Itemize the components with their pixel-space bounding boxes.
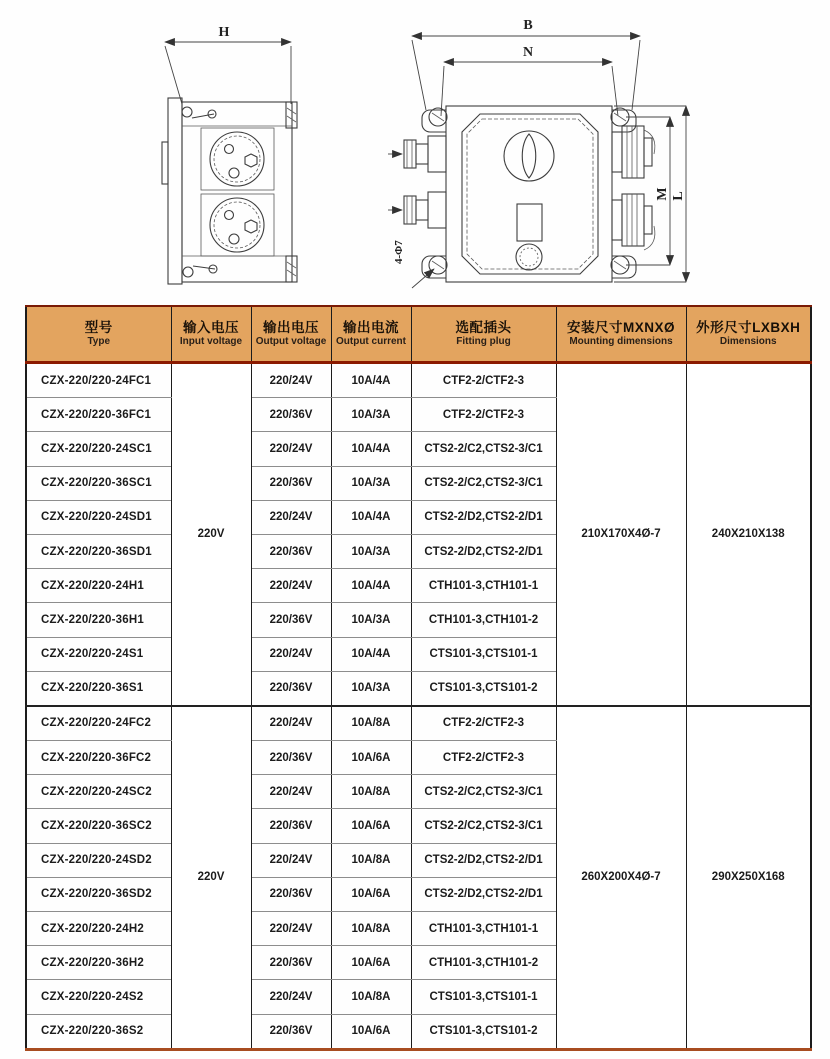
cell-fitting-plug: CTS2-2/C2,CTS2-3/C1 xyxy=(411,775,556,809)
cell-output-voltage: 220/24V xyxy=(251,569,331,603)
col-header-dimensions-en: Dimensions xyxy=(719,336,777,347)
front-view-drawing xyxy=(382,14,702,302)
cell-fitting-plug: CTF2-2/CTF2-3 xyxy=(411,398,556,432)
spec-table xyxy=(25,305,812,1051)
cell-output-voltage: 220/36V xyxy=(251,398,331,432)
cell-output-voltage: 220/24V xyxy=(251,500,331,534)
cell-output-voltage: 220/36V xyxy=(251,741,331,775)
cell-type: CZX-220/220-36H1 xyxy=(26,603,171,637)
cell-type: CZX-220/220-36S2 xyxy=(26,1014,171,1049)
cell-output-current: 10A/4A xyxy=(331,432,411,466)
cell-type: CZX-220/220-36FC2 xyxy=(26,741,171,775)
cell-type: CZX-220/220-36FC1 xyxy=(26,398,171,432)
header-row xyxy=(26,306,811,363)
cell-output-voltage: 220/24V xyxy=(251,637,331,671)
col-header-mounting-zh: 安装尺寸MXNXØ xyxy=(566,320,675,335)
dim-m-label: M xyxy=(655,187,670,201)
col-header-dimensions-zh: 外形尺寸LXBXH xyxy=(696,320,801,335)
cell-output-current: 10A/4A xyxy=(331,500,411,534)
cell-output-current: 10A/4A xyxy=(331,637,411,671)
cell-fitting-plug: CTF2-2/CTF2-3 xyxy=(411,363,556,398)
cell-output-voltage: 220/36V xyxy=(251,809,331,843)
cell-type: CZX-220/220-36SC1 xyxy=(26,466,171,500)
cell-type: CZX-220/220-24FC2 xyxy=(26,706,171,741)
cell-mounting: 210X170X4Ø-7 xyxy=(556,363,686,706)
cell-output-voltage: 220/24V xyxy=(251,363,331,398)
cell-output-voltage: 220/36V xyxy=(251,671,331,706)
col-header-output-voltage xyxy=(251,306,331,363)
col-header-fitting-plug-en: Fitting plug xyxy=(456,336,511,347)
cell-output-voltage: 220/24V xyxy=(251,912,331,946)
cell-type: CZX-220/220-24S2 xyxy=(26,980,171,1014)
cell-input-voltage: 220V xyxy=(171,363,251,706)
cell-type: CZX-220/220-24H2 xyxy=(26,912,171,946)
col-header-output-voltage-en: Output voltage xyxy=(255,336,327,347)
col-header-dimensions xyxy=(686,306,811,363)
cell-type: CZX-220/220-24H1 xyxy=(26,569,171,603)
cell-mounting: 260X200X4Ø-7 xyxy=(556,706,686,1049)
cell-fitting-plug: CTS2-2/D2,CTS2-2/D1 xyxy=(411,534,556,568)
technical-drawings xyxy=(0,0,830,302)
cell-output-current: 10A/8A xyxy=(331,912,411,946)
cell-fitting-plug: CTS2-2/D2,CTS2-2/D1 xyxy=(411,500,556,534)
cell-output-current: 10A/8A xyxy=(331,843,411,877)
col-header-type-zh: 型号 xyxy=(84,320,113,335)
cell-type: CZX-220/220-24SC1 xyxy=(26,432,171,466)
col-header-mounting-en: Mounting dimensions xyxy=(569,336,673,347)
cell-dimensions: 290X250X168 xyxy=(686,706,811,1049)
cell-fitting-plug: CTH101-3,CTH101-2 xyxy=(411,603,556,637)
cell-type: CZX-220/220-36H2 xyxy=(26,946,171,980)
table-row xyxy=(26,706,811,741)
cell-output-current: 10A/6A xyxy=(331,1014,411,1049)
cell-type: CZX-220/220-24SC2 xyxy=(26,775,171,809)
cell-fitting-plug: CTS2-2/D2,CTS2-2/D1 xyxy=(411,877,556,911)
cell-fitting-plug: CTS2-2/C2,CTS2-3/C1 xyxy=(411,432,556,466)
cell-fitting-plug: CTS2-2/C2,CTS2-3/C1 xyxy=(411,809,556,843)
col-header-type-en: Type xyxy=(87,336,111,347)
cell-type: CZX-220/220-36SD2 xyxy=(26,877,171,911)
col-header-type xyxy=(26,306,171,363)
dim-b-label: B xyxy=(523,18,533,33)
cell-fitting-plug: CTS101-3,CTS101-1 xyxy=(411,980,556,1014)
cell-type: CZX-220/220-36SC2 xyxy=(26,809,171,843)
col-header-output-voltage-zh: 输出电压 xyxy=(263,320,319,335)
cell-fitting-plug: CTS2-2/C2,CTS2-3/C1 xyxy=(411,466,556,500)
col-header-input-voltage-en: Input voltage xyxy=(179,336,243,347)
cell-fitting-plug: CTF2-2/CTF2-3 xyxy=(411,706,556,741)
cell-output-current: 10A/6A xyxy=(331,741,411,775)
cell-output-voltage: 220/36V xyxy=(251,877,331,911)
cell-type: CZX-220/220-24FC1 xyxy=(26,363,171,398)
cell-output-voltage: 220/36V xyxy=(251,466,331,500)
cell-output-voltage: 220/36V xyxy=(251,603,331,637)
cell-output-voltage: 220/36V xyxy=(251,946,331,980)
cell-type: CZX-220/220-36SD1 xyxy=(26,534,171,568)
dim-n-label: N xyxy=(522,45,534,60)
cell-output-current: 10A/8A xyxy=(331,706,411,741)
cell-output-voltage: 220/24V xyxy=(251,432,331,466)
cell-fitting-plug: CTS101-3,CTS101-2 xyxy=(411,671,556,706)
cell-dimensions: 240X210X138 xyxy=(686,363,811,706)
cell-output-current: 10A/3A xyxy=(331,398,411,432)
cell-output-voltage: 220/24V xyxy=(251,843,331,877)
table-row xyxy=(26,363,811,398)
cell-output-voltage: 220/24V xyxy=(251,775,331,809)
cell-type: CZX-220/220-24SD2 xyxy=(26,843,171,877)
cell-output-voltage: 220/36V xyxy=(251,1014,331,1049)
col-header-fitting-plug-zh: 选配插头 xyxy=(455,320,512,335)
cell-output-current: 10A/3A xyxy=(331,671,411,706)
cell-fitting-plug: CTH101-3,CTH101-1 xyxy=(411,912,556,946)
spec-table-body xyxy=(26,363,811,1050)
cell-fitting-plug: CTH101-3,CTH101-2 xyxy=(411,946,556,980)
cell-output-current: 10A/4A xyxy=(331,569,411,603)
cell-type: CZX-220/220-36S1 xyxy=(26,671,171,706)
col-header-output-current-en: Output current xyxy=(336,336,406,347)
col-header-output-current-zh: 输出电流 xyxy=(343,320,399,335)
cell-fitting-plug: CTH101-3,CTH101-1 xyxy=(411,569,556,603)
cell-output-current: 10A/4A xyxy=(331,363,411,398)
cell-output-current: 10A/8A xyxy=(331,980,411,1014)
cell-output-current: 10A/3A xyxy=(331,603,411,637)
cell-output-voltage: 220/36V xyxy=(251,534,331,568)
cell-output-current: 10A/3A xyxy=(331,466,411,500)
cell-fitting-plug: CTS101-3,CTS101-1 xyxy=(411,637,556,671)
cell-output-current: 10A/6A xyxy=(331,877,411,911)
cell-fitting-plug: CTS2-2/D2,CTS2-2/D1 xyxy=(411,843,556,877)
side-view-drawing xyxy=(138,22,328,300)
col-header-fitting-plug xyxy=(411,306,556,363)
cell-output-current: 10A/8A xyxy=(331,775,411,809)
col-header-input-voltage xyxy=(171,306,251,363)
cell-type: CZX-220/220-24S1 xyxy=(26,637,171,671)
cell-output-current: 10A/6A xyxy=(331,809,411,843)
cell-output-current: 10A/6A xyxy=(331,946,411,980)
cell-fitting-plug: CTS101-3,CTS101-2 xyxy=(411,1014,556,1049)
col-header-input-voltage-zh: 输入电压 xyxy=(183,320,239,335)
cell-output-voltage: 220/24V xyxy=(251,706,331,741)
cell-type: CZX-220/220-24SD1 xyxy=(26,500,171,534)
col-header-mounting xyxy=(556,306,686,363)
col-header-output-current xyxy=(331,306,411,363)
cell-output-voltage: 220/24V xyxy=(251,980,331,1014)
cell-fitting-plug: CTF2-2/CTF2-3 xyxy=(411,741,556,775)
dim-l-label: L xyxy=(671,191,686,201)
holes-note-label: 4-Φ7 xyxy=(393,240,405,264)
cell-input-voltage: 220V xyxy=(171,706,251,1049)
cell-output-current: 10A/3A xyxy=(331,534,411,568)
dim-h-label: H xyxy=(218,25,230,40)
